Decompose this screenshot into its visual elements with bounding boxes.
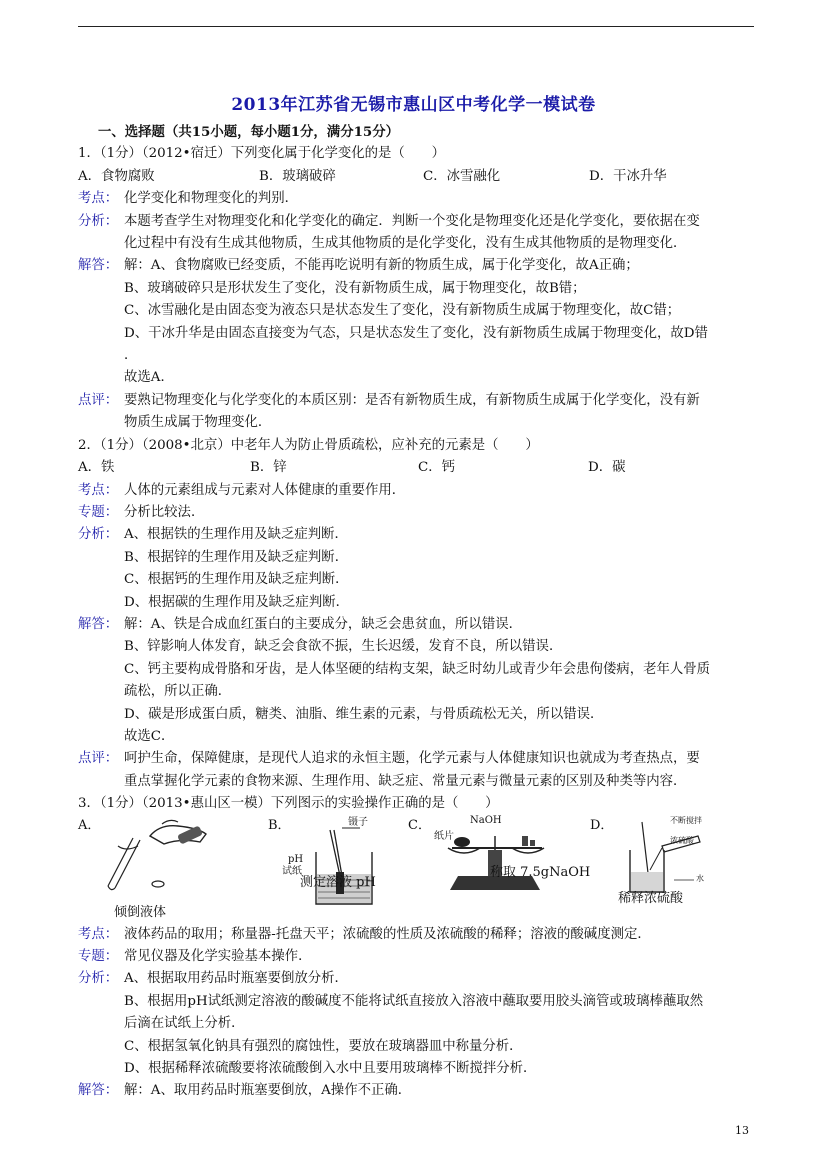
q2-option-d: D．碳	[588, 460, 626, 476]
q3-jieda-line: 解：A、取用药品时瓶塞要倒放，A操作不正确．	[124, 1083, 412, 1099]
q2-jieda-label: 解答：	[78, 616, 119, 632]
q2-dianping-label: 点评：	[78, 751, 119, 767]
q2-option-c: C．钙	[418, 460, 456, 476]
q1-kaodian-label: 考点：	[78, 191, 119, 207]
q1-jieda-label: 解答：	[78, 258, 119, 274]
q2-jieda-line: 解：A、铁是合成血红蛋白的主要成分，缺乏会患贫血，所以错误．	[124, 616, 522, 632]
q1-fenxi-label: 分析：	[78, 213, 119, 229]
figure-d-stir-label: 不断搅拌	[670, 815, 702, 825]
q2-stem: 2．（1分）（2008•北京）中老年人为防止骨质疏松，应补充的元素是（ ）	[78, 437, 539, 453]
q2-fenxi-label: 分析：	[78, 527, 119, 543]
q2-fenxi-line: A、根据铁的生理作用及缺乏症判断．	[124, 527, 348, 543]
q2-dianping-line: 呵护生命，保障健康，是现代人追求的永恒主题，化学元素与人体健康知识也就成为考查热点，要	[124, 751, 700, 767]
q1-dianping-label: 点评：	[78, 392, 119, 408]
q2-jieda-line: 故选C．	[124, 728, 175, 744]
q3-zhuanti-label: 专题：	[78, 949, 119, 964]
q1-option-c: C．冰雪融化	[423, 168, 501, 184]
figure-b-paper-label: 试纸	[282, 865, 302, 877]
figure-b-letter: B．	[268, 817, 291, 833]
figure-a-letter: A．	[78, 817, 101, 833]
figure-d-water-label: 水	[696, 873, 704, 883]
q1-jieda-line: C、冰雪融化是由固态变为液态只是状态发生了变化，没有新物质生成属于物理变化，故C错；	[124, 303, 681, 319]
q3-fenxi-line: D、根据稀释浓硫酸要将浓硫酸倒入水中且要用玻璃棒不断搅拌分析．	[124, 1061, 537, 1077]
figure-c-naoh-label: NaOH	[470, 814, 502, 826]
q2-jieda-line: C、钙主要构成骨胳和牙齿，是人体坚硬的结构支架，缺乏时幼儿或青少年会患佝偻病，老年人骨质	[124, 661, 711, 677]
q2-jieda-line: 疏松，所以正确．	[124, 684, 232, 700]
q3-kaodian-label: 考点：	[78, 926, 119, 942]
section-heading: 一、选择题（共15小题，每小题1分，满分15分）	[98, 124, 400, 140]
q3-jieda-label: 解答：	[78, 1083, 119, 1099]
figure-b	[268, 816, 402, 908]
q2-zhuanti-label: 专题：	[78, 504, 119, 520]
figure-d-caption: 稀释浓硫酸	[618, 890, 684, 906]
q2-kaodian-label: 考点：	[78, 482, 119, 498]
q3-zhuanti: 常见仪器及化学实验基本操作．	[124, 949, 312, 964]
q2-kaodian: 人体的元素组成与元素对人体健康的重要作用．	[124, 482, 406, 498]
q3-fenxi-line: 后滴在试纸上分析．	[124, 1016, 245, 1032]
q3-figures	[78, 816, 758, 924]
q1-dianping-line: 物质生成属于物理变化．	[124, 415, 272, 431]
figure-c	[408, 814, 591, 896]
q1-jieda-line: 解：A、食物腐败已经变质，不能再吃说明有新的物质生成，属于化学变化，故A正确；	[124, 258, 639, 274]
q2-fenxi-line: C、根据钙的生理作用及缺乏症判断．	[124, 572, 349, 588]
q2-dianping-line: 重点掌握化学元素的食物来源、生理作用、缺乏症、常量元素与微量元素的区别及种类等内容．	[124, 773, 687, 789]
q2-options	[78, 457, 758, 479]
q1-option-a: A．食物腐败	[78, 168, 155, 184]
header-rule	[78, 26, 754, 27]
q1-jieda-line: B、玻璃破碎只是形状发生了变化，没有新物质生成，属于物理变化，故B错；	[124, 280, 586, 296]
q2-fenxi-line: B、根据锌的生理作用及缺乏症判断．	[124, 549, 349, 565]
figure-b-tweezer-label: 镊子	[348, 816, 368, 828]
q1-fenxi-line: 化过程中有没有生成其他物质，生成其他物质的是化学变化，没有生成其他物质的是物理变化．	[124, 236, 687, 252]
figure-b-ph-label: pH	[288, 853, 304, 865]
q1-jieda-line: ．	[124, 348, 138, 364]
q3-stem: 3．（1分）（2013•惠山区一模）下列图示的实验操作正确的是（ ）	[78, 796, 499, 812]
q2-jieda-line: D、碳是形成蛋白质，糖类、油脂、维生素的元素，与骨质疏松无关，所以错误．	[124, 706, 604, 722]
q1-option-b: B．玻璃破碎	[259, 168, 336, 184]
q3-fenxi-label: 分析：	[78, 971, 119, 987]
q1-fenxi-line: 本题考查学生对物理变化和化学变化的确定．判断一个变化是物理变化还是化学变化，要依据在变	[124, 213, 700, 229]
figure-a	[78, 816, 218, 920]
figure-a-caption: 倾倒液体	[114, 904, 167, 920]
q3-fenxi-line: A、根据取用药品时瓶塞要倒放分析．	[124, 971, 348, 987]
document-body	[78, 121, 758, 1103]
page-title: 2013年江苏省无锡市惠山区中考化学一模试卷	[231, 95, 596, 115]
q2-zhuanti: 分析比较法．	[124, 504, 205, 520]
figure-c-letter: C．	[408, 817, 431, 833]
q2-option-b: B．锌	[250, 460, 287, 476]
figure-c-paper-label: 纸片	[434, 830, 454, 842]
q1-option-d: D．干冰升华	[589, 168, 667, 184]
q1-dianping-line: 要熟记物理变化与化学变化的本质区别：是否有新物质生成，有新物质生成属于化学变化，没有新	[124, 392, 700, 408]
q2-jieda-line: B、锌影响人体发育，缺乏会食欲不振，生长迟缓，发育不良，所以错误．	[124, 639, 563, 655]
q3-fenxi-line: C、根据氢氧化钠具有强烈的腐蚀性，要放在玻璃器皿中称量分析．	[124, 1038, 523, 1054]
figure-b-caption: 测定溶液 pH	[300, 874, 376, 890]
figure-d-letter: D．	[590, 817, 614, 833]
q2-fenxi-line: D、根据碳的生理作用及缺乏症判断．	[124, 594, 349, 610]
figure-d	[590, 815, 714, 906]
q1-jieda-line: 故选A．	[124, 370, 174, 386]
figure-c-caption: 称取 7.5gNaOH	[490, 864, 591, 880]
figure-d-acid-label: 浓硫酸	[670, 835, 694, 845]
q1-stem: 1．（1分）（2012•宿迁）下列变化属于化学变化的是（ ）	[78, 146, 445, 162]
q2-option-a: A．铁	[78, 460, 115, 476]
page-number: 13	[735, 1124, 749, 1137]
q3-kaodian: 液体药品的取用；称量器-托盘天平；浓硫酸的性质及浓硫酸的稀释；溶液的酸碱度测定．	[124, 926, 651, 942]
q1-kaodian: 化学变化和物理变化的判别．	[124, 191, 299, 207]
q1-jieda-line: D、干冰升华是由固态直接变为气态，只是状态发生了变化，没有新物质生成属于物理变化，故D错	[124, 325, 708, 341]
q3-fenxi-line: B、根据用pH试纸测定溶液的酸碱度不能将试纸直接放入溶液中蘸取要用胶头滴管或玻璃棒蘸取然	[124, 993, 704, 1009]
q1-options	[78, 166, 758, 188]
